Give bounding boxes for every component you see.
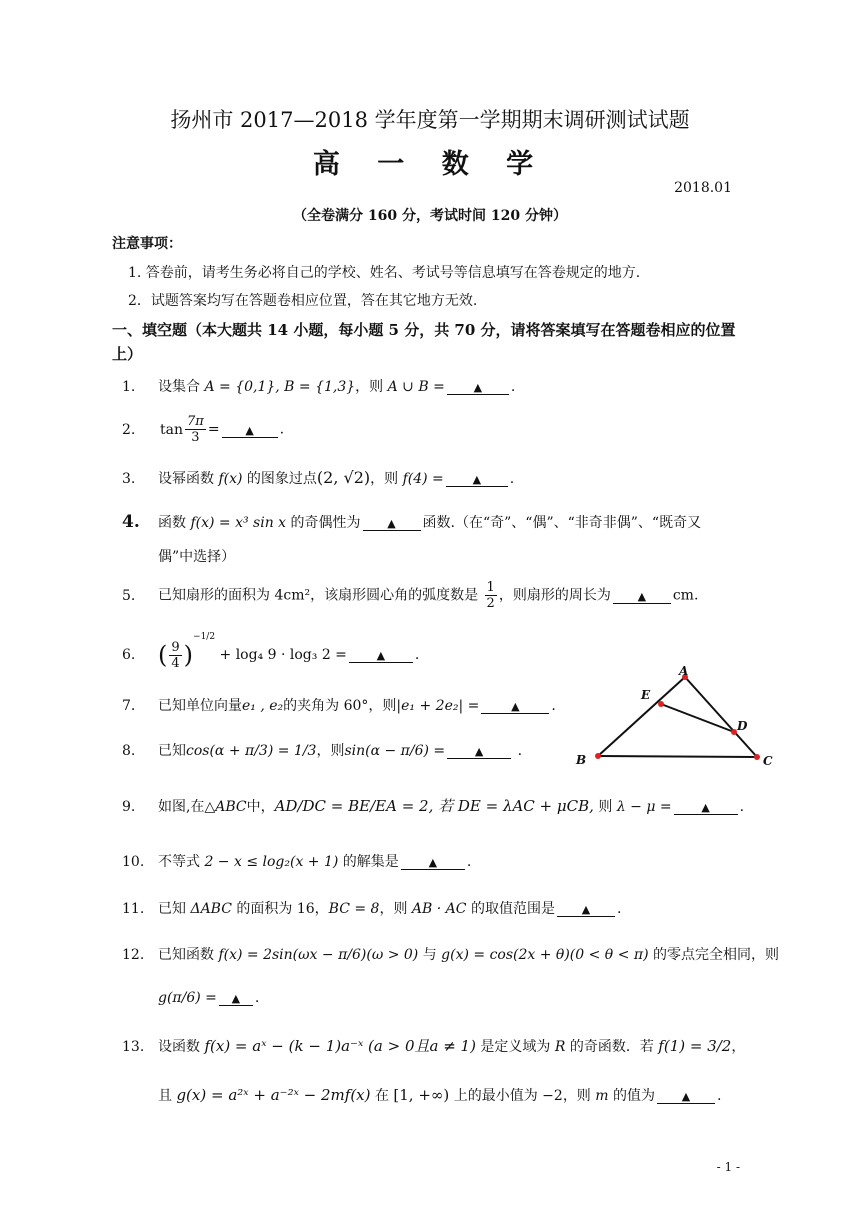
question-number: 12. (122, 947, 145, 963)
answer-blank: ▲ (219, 992, 253, 1006)
question-6: 6. ( $\frac{9}{4}$ )$^{-1/2}$ + log₄ 9 · log₃ 2 = ▲ . (122, 632, 420, 671)
subject-title: 高 一 数 学 (312, 149, 548, 180)
question-2: 2. tan $\frac{7\pi}{3}$ = ▲ . (122, 414, 285, 445)
question-number: 10. (122, 854, 145, 870)
question-number: 13. (122, 1039, 145, 1055)
fraction: $\frac{7\pi}{3}$ (187, 414, 204, 445)
answer-blank: ▲ (447, 745, 511, 759)
question-number: 3. (122, 471, 136, 487)
question-13: 13. 设函数 f(x) = aˣ − (k − 1)a⁻ˣ (a > 0且a ≠ 1) 是定义域为 R 的奇函数．若 f(1) = 3/2， (122, 1037, 746, 1055)
answer-blank: ▲ (557, 903, 615, 917)
answer-blank: ▲ (481, 700, 549, 714)
question-1: 1. 设集合 A = {0,1}, B = {1,3}，则 A ∪ B = ▲ . (122, 379, 516, 395)
answer-blank: ▲ (349, 649, 413, 663)
section-heading: 一、填空题（本大题共 14 小题，每小题 5 分，共 70 分，请将答案填写在答题卷相应的位置上） (112, 321, 736, 363)
exam-note: （全卷满分 160 分，考试时间 120 分钟） (293, 208, 567, 224)
answer-blank: ▲ (657, 1090, 715, 1104)
question-12-continued: g(π/6) = ▲ . (158, 990, 260, 1006)
answer-blank: ▲ (447, 381, 509, 395)
question-number: 8. (122, 743, 136, 759)
point-c (754, 754, 760, 760)
question-11: 11. 已知 ΔABC 的面积为 16，BC = 8，则 AB · AC 的取值范围是 ▲ . (122, 901, 622, 917)
exam-date: 2018.01 (674, 180, 732, 196)
fraction: $\frac{1}{2}$ (486, 580, 495, 611)
label-a: A (679, 664, 689, 678)
triangle-figure (570, 664, 790, 774)
question-3: 3. 设幂函数 f(x) 的图象过点(2, √2)，则 f(4) = ▲ . (122, 468, 515, 487)
label-e: E (641, 688, 651, 702)
answer-blank: ▲ (446, 473, 508, 487)
question-number: 9. (122, 799, 136, 815)
question-number: 5. (122, 587, 136, 604)
answer-blank: ▲ (401, 856, 465, 870)
question-13-continued: 且 g(x) = a²ˣ + a⁻²ˣ − 2mf(x) 在 [1, +∞) 上的最小值为 −2，则 m 的值为 ▲ . (158, 1086, 722, 1104)
question-8: 8. 已知cos(α + π/3) = 1/3，则sin(α − π/6) = ▲ . (122, 743, 523, 759)
notice-item: 1. 答卷前，请考生务必将自己的学校、姓名、考试号等信息填写在答卷规定的地方. (128, 265, 641, 281)
question-number: 11. (122, 901, 145, 917)
notice-item: 2．试题答案均写在答题卷相应位置，答在其它地方无效. (128, 293, 478, 309)
question-number: 2. (122, 421, 136, 438)
fraction: $\frac{9}{4}$ (171, 639, 180, 671)
answer-blank: ▲ (222, 424, 278, 438)
point-b (595, 753, 601, 759)
edge-bc (598, 756, 757, 757)
exponent: −1/2 (193, 632, 216, 642)
question-10: 10. 不等式 2 − x ≤ log₂(x + 1) 的解集是 ▲ . (122, 854, 472, 870)
label-b: B (576, 753, 587, 767)
question-number: 4. (122, 512, 140, 532)
question-12: 12. 已知函数 f(x) = 2sin(ωx − π/6)(ω > 0) 与 g(x) = cos(2x + θ)(0 < θ < π) 的零点完全相同，则 (122, 947, 779, 963)
answer-blank: ▲ (613, 590, 671, 604)
label-c: C (763, 754, 773, 768)
label-d: D (737, 719, 748, 733)
point-e (658, 701, 664, 707)
question-9: 9. 如图,在△ABC中，AD/DC = BE/EA = 2, 若 DE = λAC + μCB, 则 λ − μ = ▲ . (122, 797, 745, 815)
question-number: 6. (122, 647, 136, 663)
question-4: 4. 函数 f(x) = x³ sin x 的奇偶性为 ▲ 函数.（在“奇”、“偶”、“非奇非偶”、“既奇又 (122, 512, 702, 532)
notice-heading: 注意事项： (112, 236, 182, 252)
answer-blank: ▲ (674, 801, 738, 815)
question-number: 7. (122, 698, 136, 714)
question-7: 7. 已知单位向量e₁ , e₂的夹角为 60°，则|e₁ + 2e₂| = ▲ . (122, 698, 556, 714)
page-title: 扬州市 2017—2018 学年度第一学期期末调研测试试题 (170, 108, 690, 132)
page-number: - 1 - (716, 1160, 740, 1174)
answer-blank: ▲ (363, 517, 421, 531)
question-4-continued: 偶”中选择） (158, 549, 236, 565)
question-number: 1. (122, 379, 136, 395)
question-5: 5. 已知扇形的面积为 4cm²，该扇形圆心角的弧度数是 $\frac{1}{2}$ ，则扇形的周长为 ▲ cm. (122, 580, 699, 611)
